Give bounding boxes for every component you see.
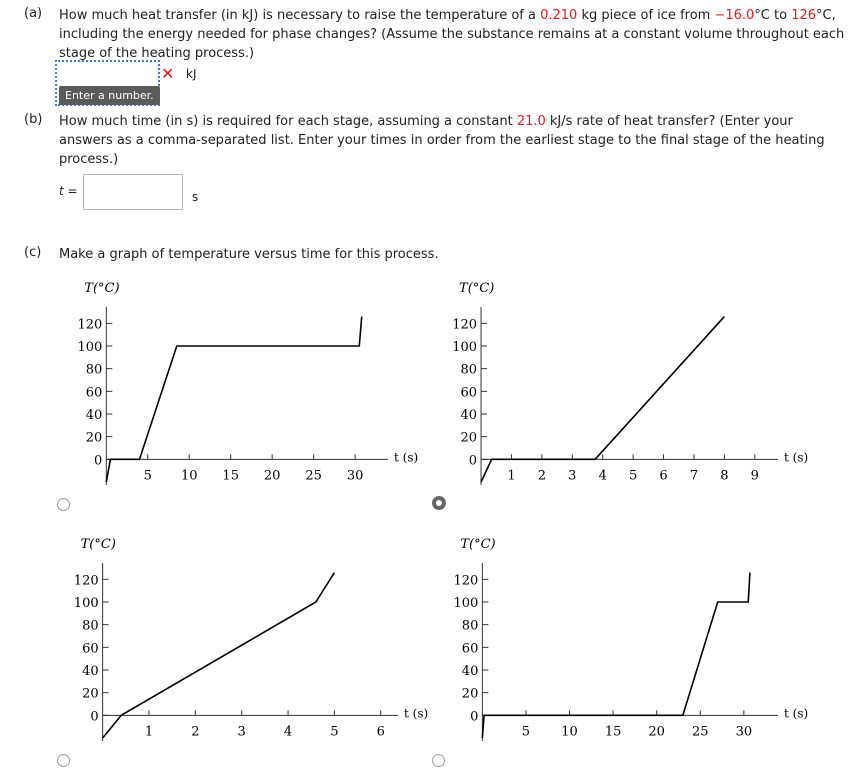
part-c-text: Make a graph of temperature versus time for this process.	[59, 247, 439, 262]
mass-value: 0.210	[540, 8, 578, 23]
x-tick-label: 25	[305, 468, 322, 484]
y-tick-label: 120	[77, 317, 103, 333]
x-tick-label: 6	[376, 724, 385, 740]
y-tick-label: 100	[73, 596, 99, 611]
y-tick-label: 60	[461, 641, 479, 657]
part-c-label: (c)	[24, 245, 42, 260]
y-tick-label: 20	[85, 430, 103, 446]
x-tick-label: 10	[561, 724, 578, 740]
graph-option-3	[60, 528, 440, 768]
y-tick-label: 100	[77, 340, 103, 355]
x-tick-label: 1	[144, 724, 154, 740]
y-tick-label: 80	[461, 618, 479, 634]
x-tick-label: 20	[263, 468, 281, 484]
x-axis-label: t (s)	[394, 450, 419, 465]
x-tick-label: 4	[598, 468, 607, 484]
x-tick-label: 5	[628, 468, 638, 484]
x-tick-label: 20	[648, 724, 665, 740]
chart-3	[74, 537, 428, 741]
time-list-input[interactable]	[83, 174, 183, 210]
graph-option-4	[440, 528, 840, 768]
x-tick-label: 3	[568, 468, 577, 484]
y-axis-label: T(°C)	[459, 281, 495, 296]
y-tick-label: 80	[82, 618, 99, 634]
x-tick-label: 3	[237, 724, 246, 740]
x-axis-label: t (s)	[784, 706, 809, 721]
y-axis-label: T(°C)	[84, 281, 120, 296]
y-tick-label: 80	[460, 362, 478, 378]
y-tick-label: 120	[73, 573, 99, 589]
x-tick-label: 15	[604, 724, 622, 740]
x-icon: ✕	[161, 64, 175, 83]
y-tick-label: 20	[460, 430, 478, 446]
y-tick-label: 100	[452, 340, 478, 355]
x-tick-label: 1	[507, 468, 516, 484]
part-c-question	[0, 245, 861, 265]
y-tick-label: 60	[82, 641, 99, 657]
x-axis-label: t (s)	[404, 706, 429, 721]
part-a-unit: kJ	[186, 67, 197, 81]
chart-1	[77, 281, 418, 485]
x-tick-label: 5	[521, 724, 531, 740]
graph-option-1	[60, 272, 440, 512]
y-tick-label: 20	[461, 686, 479, 702]
enter-number-tooltip: Enter a number.	[59, 86, 160, 105]
x-tick-label: 30	[735, 724, 753, 740]
x-tick-label: 7	[689, 468, 699, 484]
y-tick-label: 40	[82, 664, 99, 679]
rate-value: 21.0	[516, 114, 546, 129]
y-tick-label: 120	[452, 317, 478, 333]
chart-2	[452, 281, 808, 485]
x-tick-label: 6	[659, 468, 668, 484]
part-b-unit: s	[192, 190, 199, 204]
part-a-question	[0, 6, 861, 66]
x-tick-label: 30	[346, 468, 364, 484]
temperature-series-line	[106, 317, 361, 482]
temperature-series-line	[103, 573, 335, 738]
x-tick-label: 5	[143, 468, 152, 484]
temperature-series-line	[482, 573, 750, 738]
chart-4	[454, 537, 809, 741]
y-tick-label: 80	[85, 362, 103, 378]
x-tick-label: 2	[537, 468, 547, 484]
x-axis-label: t (s)	[784, 450, 809, 465]
graph-option-2	[440, 272, 840, 512]
y-axis-label: T(°C)	[80, 537, 116, 552]
y-tick-label: 40	[461, 664, 479, 679]
x-tick-label: 4	[283, 724, 293, 740]
y-tick-label: 0	[90, 709, 99, 725]
x-tick-label: 10	[180, 468, 198, 484]
part-b-question	[0, 112, 861, 172]
y-tick-label: 0	[94, 453, 103, 469]
part-a-label: (a)	[24, 6, 43, 21]
end-temp-value: 126	[791, 8, 817, 23]
x-tick-label: 15	[222, 468, 239, 484]
y-axis-label: T(°C)	[460, 537, 496, 552]
x-tick-label: 8	[720, 468, 729, 484]
y-tick-label: 60	[460, 385, 478, 401]
x-tick-label: 9	[750, 468, 759, 484]
y-tick-label: 100	[453, 596, 479, 611]
y-tick-label: 20	[82, 686, 99, 702]
start-temp-value: −16.0	[714, 8, 755, 23]
y-tick-label: 40	[460, 408, 478, 423]
part-b-text: How much time (in s) is required for each stage, assuming a constant 21.0 kJ/s rate of heat transfer? (Enter your answers as a comma-separated list. Enter your times in order from the earliest stage to the final stage of the heating process.)	[59, 114, 825, 167]
y-tick-label: 40	[85, 408, 103, 423]
x-tick-label: 2	[191, 724, 200, 740]
x-tick-label: 5	[330, 724, 339, 740]
y-tick-label: 0	[468, 453, 478, 469]
part-b-label: (b)	[24, 112, 43, 127]
y-tick-label: 60	[85, 385, 103, 401]
x-tick-label: 25	[691, 724, 709, 740]
time-var-label: t =	[59, 184, 78, 198]
part-a-text: How much heat transfer (in kJ) is necessary to raise the temperature of a 0.210 kg piece of ice from −16.0°C to 126°C, including the energy needed for phase changes? (Assume the substance remains at a constant volume throughout each stage of the heating process.)	[59, 8, 845, 61]
y-tick-label: 120	[453, 573, 479, 589]
y-tick-label: 0	[470, 709, 479, 725]
heat-transfer-input[interactable]	[58, 63, 157, 83]
